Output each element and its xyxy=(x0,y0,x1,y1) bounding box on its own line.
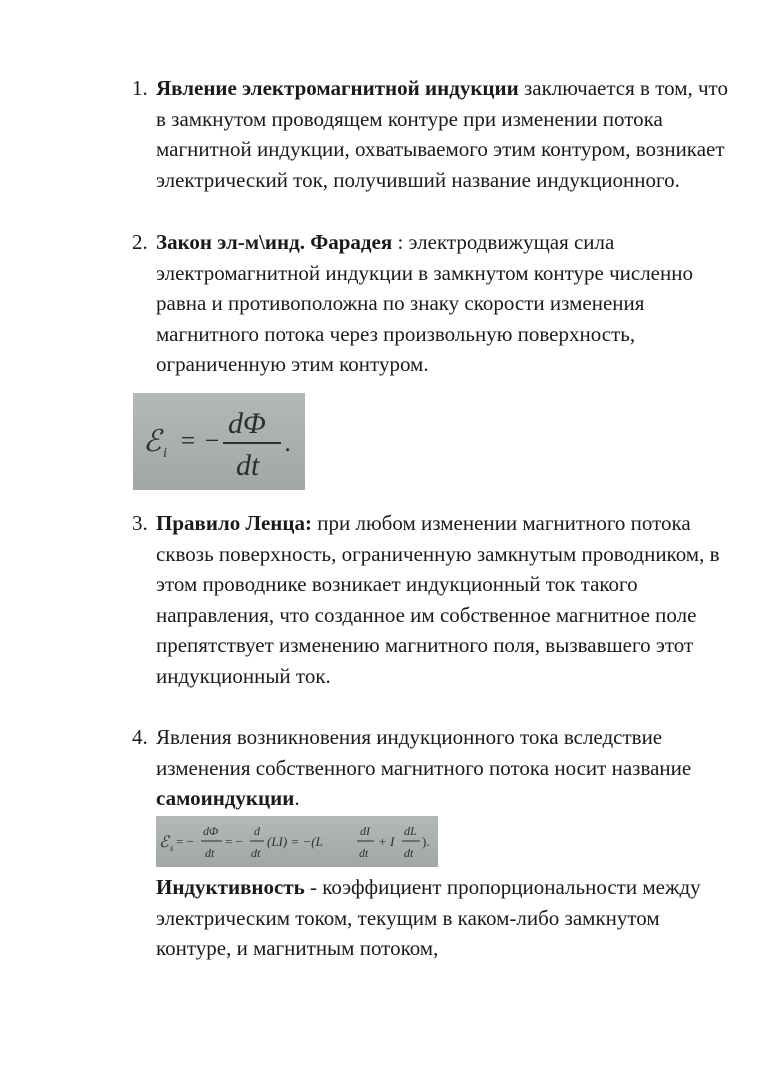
self-induction-formula-image xyxy=(156,816,438,867)
frac3-numerator: dI xyxy=(360,824,370,838)
closing-paren: ). xyxy=(422,834,430,849)
expression-part: (LI) = −(L xyxy=(267,834,323,849)
emf-subscript: i xyxy=(163,446,167,461)
list-item-4 xyxy=(132,722,732,814)
list-item-3 xyxy=(132,508,732,691)
equals-minus-2: = − xyxy=(225,834,243,849)
item-number: 2. xyxy=(132,230,148,254)
formula-period: . xyxy=(285,428,292,457)
emf-subscript: s xyxy=(170,843,174,853)
definition-text: : электродвижущая сила электромагнитной индукции в замкнутом контуре численно равна и противоположна по знаку скорости изменения магнитного потока через произвольную поверхность, ограниченную этим контуром. xyxy=(156,230,693,376)
frac1-numerator: dΦ xyxy=(203,824,219,838)
plus-i: + I xyxy=(378,834,395,849)
frac2-numerator: d xyxy=(254,824,260,838)
frac2-denominator: dt xyxy=(251,846,261,860)
frac1-denominator: dt xyxy=(205,846,215,860)
faraday-formula xyxy=(133,393,305,490)
list-item-2 xyxy=(132,227,732,380)
item-text xyxy=(156,73,732,195)
equals-minus-1: = − xyxy=(176,834,194,849)
item-number: 3. xyxy=(132,511,148,535)
item-text xyxy=(156,227,732,380)
definition-text: - коэффициент пропорциональности между электрическим током, текущим в каком-либо замкнутом контуре, и магнитным потоком, xyxy=(156,875,701,960)
frac4-numerator: dL xyxy=(404,824,417,838)
equals-minus: = − xyxy=(179,426,221,455)
definition-text: при любом изменении магнитного потока сквозь поверхность, ограниченную замкнутым проводником, в этом проводнике возникает индукционный ток такого направления, что созданное им собственное магнитное поле препятствует изменению магнитного поля, вызвавшего этот индукционный ток. xyxy=(156,511,720,688)
list-item-1 xyxy=(132,73,732,195)
frac3-denominator: dt xyxy=(359,846,369,860)
term-bold: Явление электромагнитной индукции xyxy=(156,76,519,100)
trailing-period: . xyxy=(294,786,300,810)
term-bold: самоиндукции xyxy=(156,786,295,810)
inductance-paragraph xyxy=(156,872,736,964)
definition-text: Явления возникновения индукционного тока вследствие изменения собственного магнитного потока носит название xyxy=(156,725,692,780)
faraday-formula-image xyxy=(133,393,305,490)
item-number: 1. xyxy=(132,76,148,100)
term-bold: Закон эл-м\инд. Фарадея xyxy=(156,230,393,254)
item-number: 4. xyxy=(132,725,148,749)
item-text xyxy=(156,508,732,691)
emf-symbol: ℰ xyxy=(159,834,169,851)
fraction-numerator: dΦ xyxy=(228,407,266,440)
term-bold: Индуктивность xyxy=(156,875,305,899)
fraction-denominator: dt xyxy=(236,449,260,482)
term-bold: Правило Ленца: xyxy=(156,511,313,535)
definition-text: заключается в том, что в замкнутом проводящем контуре при изменении потока магнитной индукции, охватываемого этим контуром, возникает электрический ток, получивший название индукционного. xyxy=(156,76,728,192)
frac4-denominator: dt xyxy=(404,846,414,860)
item-text xyxy=(156,722,732,814)
emf-symbol: ℰ xyxy=(143,425,162,458)
self-induction-formula xyxy=(156,816,438,867)
